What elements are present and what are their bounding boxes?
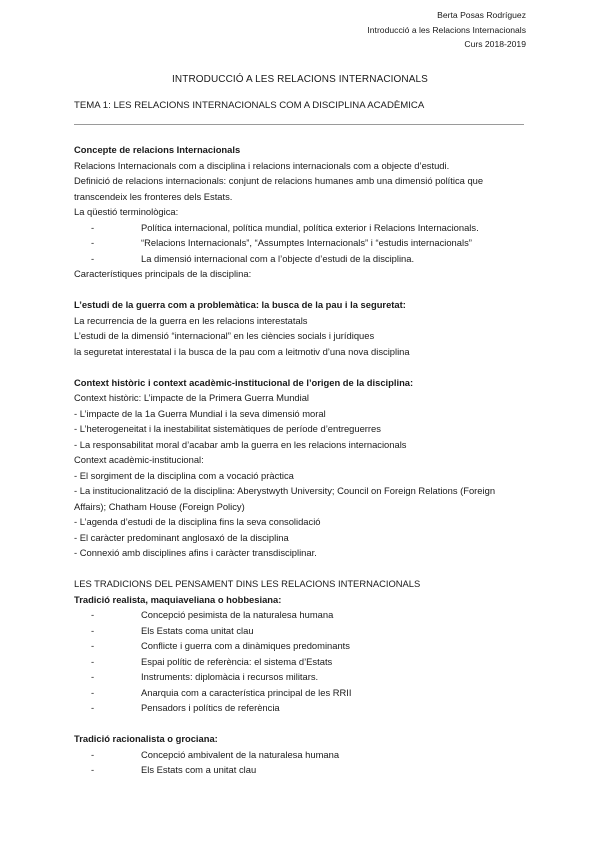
document-title: INTRODUCCIÓ A LES RELACIONS INTERNACIONALS	[172, 74, 428, 85]
section-heading-concept: Concepte de relacions Internacionals	[74, 144, 241, 155]
paragraph-line: Definició de relacions internacionals: conjunt de relacions humanes amb una dimensió política que transcendeix les fronteres dels Estats.	[74, 175, 484, 202]
rationalist-list	[74, 747, 529, 778]
section-heading-context: Context històric i context acadèmic-institucional de l’origen de la disciplina:	[74, 376, 414, 388]
paragraph-line: Context acadèmic-institucional:	[74, 454, 204, 465]
paragraph-line: Característiques principals de la disciplina:	[74, 268, 252, 279]
header-course: Curs 2018-2019	[464, 39, 526, 49]
section-title-traditions: LES TRADICIONS DEL PENSAMENT DINS LES RELACIONS INTERNACIONALS	[74, 578, 421, 589]
document-body	[74, 142, 529, 778]
section-heading-rationalist: Tradició racionalista o grociana:	[74, 733, 218, 744]
list-item: - “Relacions Internacionals”, “Assumptes Internacionals” i “estudis internacionals”	[74, 235, 529, 251]
paragraph-line: La recurrencia de la guerra en les relacions interestatals	[74, 314, 308, 326]
section-heading-war-study: L’estudi de la guerra com a problemàtica: la busca de la pau i la seguretat:	[74, 299, 406, 310]
list-item: - Els Estats com a unitat clau	[74, 762, 529, 778]
paragraph-line: - La responsabilitat moral d’acabar amb la guerra en les relacions internacionals	[74, 438, 407, 450]
page-header	[367, 8, 526, 52]
list-item: - Anarquia com a característica principal de les RRII	[74, 685, 529, 701]
paragraph-line: - El sorgiment de la disciplina com a vocació pràctica	[74, 469, 294, 481]
list-item: - La dimensió internacional com a l’objecte d’estudi de la disciplina.	[74, 251, 529, 267]
list-item: - Conflicte i guerra com a dinàmiques predominants	[74, 638, 529, 654]
paragraph-line: La qüestió terminològica:	[74, 206, 179, 217]
paragraph-line: - L’impacte de la 1a Guerra Mundial i la seva dimensió moral	[74, 407, 326, 419]
paragraph-line: L’estudi de la dimensió “internacional” en les ciències socials i jurídiques	[74, 330, 375, 341]
header-subject: Introducció a les Relacions Internacionals	[367, 24, 526, 35]
header-author: Berta Posas Rodríguez	[437, 10, 526, 20]
paragraph-line: la seguretat interestatal i la busca de la pau com a leitmotiv d’una nova disciplina	[74, 345, 410, 357]
list-item: - Instruments: diplomàcia i recursos militars.	[74, 669, 529, 685]
list-item: - Pensadors i polítics de referència	[74, 700, 529, 716]
paragraph-line: Relacions Internacionals com a disciplina i relacions internacionals com a objecte d’estudi.	[74, 159, 450, 171]
topic-title: TEMA 1: LES RELACIONS INTERNACIONALS COM A DISCIPLINA ACADÈMICA	[74, 100, 425, 111]
list-item: - Concepció ambivalent de la naturalesa humana	[74, 747, 529, 763]
paragraph-line: - L’heterogeneitat i la inestabilitat sistemàtiques de període d’entreguerres	[74, 423, 381, 434]
realist-list	[74, 607, 529, 716]
title-divider	[74, 124, 524, 125]
paragraph-line: Context històric: L’impacte de la Primera Guerra Mundial	[74, 392, 309, 403]
paragraph-line: - El caràcter predominant anglosaxó de la disciplina	[74, 531, 289, 543]
section-heading-realist: Tradició realista, maquiaveliana o hobbesiana:	[74, 593, 282, 605]
paragraph-line: - La institucionalització de la disciplina: Aberystwyth University; Council on Foreign Relations (Foreign Affairs); Chatham House (Foreign Policy)	[74, 485, 496, 512]
paragraph-line: - Connexió amb disciplines afins i caràcter transdisciplinar.	[74, 547, 317, 558]
paragraph-line: - L’agenda d’estudi de la disciplina fins la seva consolidació	[74, 516, 321, 527]
terminology-list	[74, 220, 529, 267]
list-item: - Espai polític de referència: el sistema d’Estats	[74, 654, 529, 670]
list-item: - Política internacional, política mundial, política exterior i Relacions Internacionals.	[74, 220, 529, 236]
list-item: - Els Estats coma unitat clau	[74, 623, 529, 639]
list-item: - Concepció pesimista de la naturalesa humana	[74, 607, 529, 623]
